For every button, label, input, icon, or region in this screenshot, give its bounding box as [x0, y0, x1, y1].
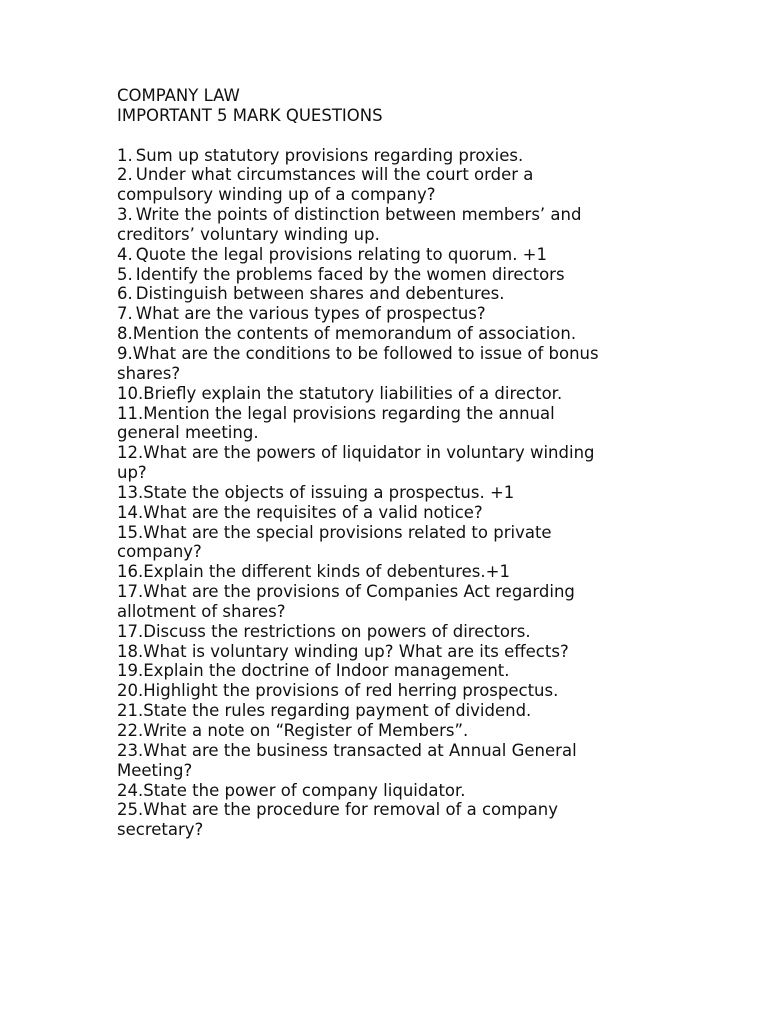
question-text: Briefly explain the statutory liabilities of a director.: [143, 383, 563, 403]
question-text: State the rules regarding payment of dividend.: [143, 701, 532, 721]
question-number: 7.: [117, 304, 133, 324]
question-text: Highlight the provisions of red herring prospectus.: [143, 681, 559, 701]
document-title: COMPANY LAW: [117, 86, 240, 105]
question-number: 18.: [117, 641, 144, 661]
blank-line: [117, 126, 737, 146]
question-item: [117, 245, 607, 265]
question-number: 11.: [117, 403, 144, 423]
question-text: Quote the legal provisions relating to quorum. +1: [135, 244, 548, 264]
question-item: [117, 642, 607, 662]
question-text: Distinguish between shares and debentures.: [135, 284, 505, 304]
question-number: 25.: [117, 800, 144, 820]
question-number: 15.: [117, 522, 144, 542]
question-text: Write a note on “Register of Members”.: [143, 721, 469, 740]
document-subtitle: IMPORTANT 5 MARK QUESTIONS: [117, 105, 383, 125]
question-item: [117, 741, 607, 781]
question-text: What are the various types of prospectus?: [135, 304, 486, 324]
question-text: What is voluntary winding up? What are its effects?: [143, 641, 569, 661]
question-number: 21.: [117, 701, 144, 721]
question-item: [117, 404, 607, 444]
question-number: 13.: [117, 482, 144, 502]
question-item: [117, 344, 607, 384]
question-number: 14.: [117, 502, 144, 522]
question-item: [117, 165, 607, 205]
question-number: 6.: [117, 284, 133, 304]
question-item: [117, 284, 607, 304]
question-text: State the objects of issuing a prospectus. +1: [143, 482, 515, 502]
question-item: [117, 701, 607, 721]
question-number: 3.: [117, 205, 133, 225]
question-text: Under what circumstances will the court order a compulsory winding up of a company?: [117, 165, 534, 205]
question-item: [117, 443, 607, 483]
question-text: Sum up statutory provisions regarding proxies.: [135, 145, 524, 165]
question-number: 12.: [117, 443, 144, 463]
question-number: 16.: [117, 562, 144, 582]
question-number: 8.: [117, 324, 133, 344]
question-number: 2.: [117, 165, 133, 185]
question-number: 1.: [117, 145, 133, 165]
question-number: 17.: [117, 582, 144, 602]
question-item: [117, 483, 607, 503]
question-number: 5.: [117, 264, 133, 284]
question-number: 4.: [117, 244, 133, 264]
question-list: [117, 146, 737, 841]
question-text: What are the special provisions related to private company?: [117, 522, 552, 562]
question-number: 22.: [117, 721, 144, 740]
question-text: Discuss the restrictions on powers of directors.: [143, 621, 531, 641]
question-item: [117, 781, 607, 801]
question-text: Explain the different kinds of debentures.+1: [143, 562, 510, 582]
question-item: [117, 681, 607, 701]
question-text: What are the conditions to be followed to issue of bonus shares?: [117, 343, 599, 383]
question-item: [117, 800, 607, 840]
question-item: [117, 304, 607, 324]
question-text: What are the procedure for removal of a company secretary?: [117, 800, 558, 840]
question-text: Identify the problems faced by the women directors: [135, 264, 565, 284]
question-text: Mention the legal provisions regarding the annual general meeting.: [117, 403, 555, 443]
question-text: What are the provisions of Companies Act regarding allotment of shares?: [117, 582, 575, 621]
question-item: [117, 205, 607, 245]
question-item: [117, 503, 607, 523]
question-number: 24.: [117, 780, 144, 800]
question-number: 19.: [117, 661, 144, 681]
question-item: [117, 721, 607, 741]
question-item: [117, 384, 607, 404]
question-number: 17.: [117, 621, 144, 641]
question-text: What are the requisites of a valid notice?: [143, 502, 483, 522]
question-item: [117, 582, 607, 622]
question-number: 10.: [117, 383, 144, 403]
question-item: [117, 562, 607, 582]
question-text: What are the business transacted at Annual General Meeting?: [117, 740, 577, 780]
question-item: [117, 523, 607, 563]
question-text: Write the points of distinction between members’ and creditors’ voluntary winding up.: [117, 205, 582, 244]
document-body: [117, 86, 737, 840]
question-text: What are the powers of liquidator in voluntary winding up?: [117, 443, 595, 483]
question-item: [117, 146, 607, 166]
question-item: [117, 324, 607, 344]
question-text: State the power of company liquidator.: [143, 780, 466, 800]
question-text: Mention the contents of memorandum of association.: [132, 324, 577, 344]
question-item: [117, 265, 607, 285]
question-number: 20.: [117, 681, 144, 701]
question-text: Explain the doctrine of Indoor management.: [143, 661, 510, 681]
question-item: [117, 622, 607, 642]
question-item: [117, 661, 607, 681]
question-number: 23.: [117, 740, 144, 760]
question-number: 9.: [117, 343, 133, 363]
